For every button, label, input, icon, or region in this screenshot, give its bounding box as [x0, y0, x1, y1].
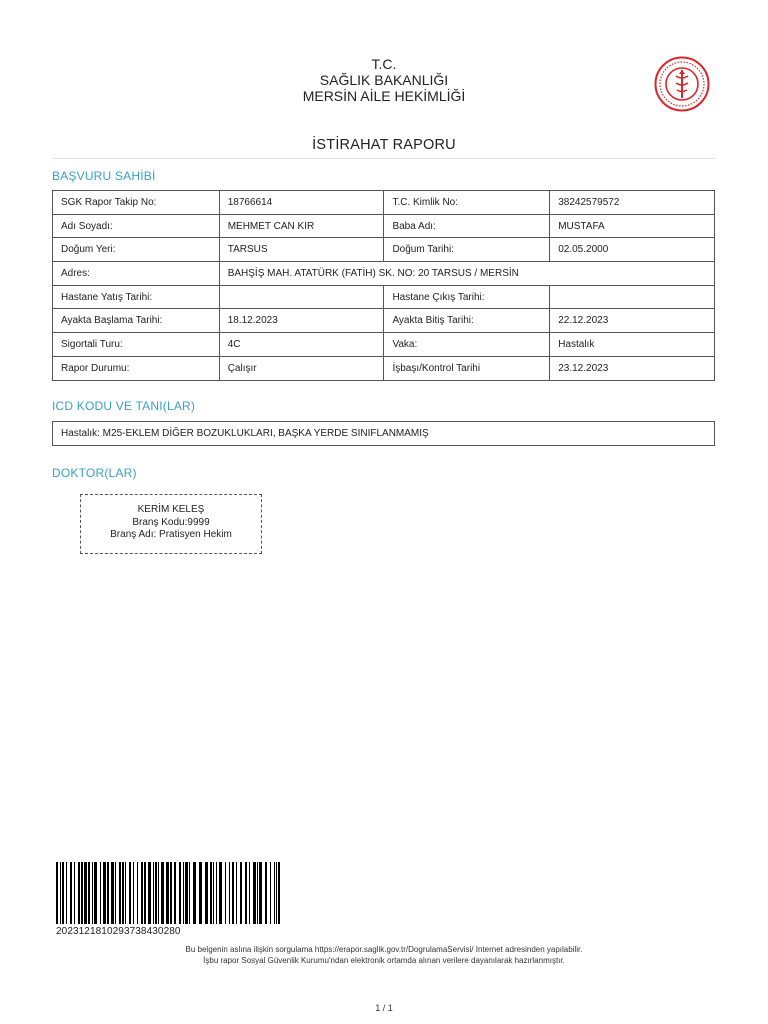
value-hospital-admission: [219, 285, 384, 309]
header-tc: T.C.: [371, 56, 397, 72]
doctor-card: [80, 494, 262, 554]
value-birth-place: TARSUS: [219, 238, 384, 262]
table-row: [53, 238, 715, 262]
diagnosis-box: Hastalık: M25-EKLEM DİĞER BOZUKLUKLARI, BAŞKA YERDE SINIFLANMAMIŞ: [52, 421, 715, 446]
label-insurance-type: Sigortali Turu:: [53, 333, 220, 357]
label-birth-place: Doğum Yeri:: [53, 238, 220, 262]
value-hospital-discharge: [550, 285, 715, 309]
barcode-number: 20231218102937384302​80: [56, 926, 181, 937]
table-row: [53, 191, 715, 215]
table-row: [53, 214, 715, 238]
doctor-branch-name: Branş Adı: Pratisyen Hekim: [110, 529, 232, 540]
page-number: 1 / 1: [375, 1003, 393, 1013]
table-row: [53, 262, 715, 286]
label-return-date: İşbaşı/Kontrol Tarihi: [384, 356, 550, 380]
document-header: [0, 56, 768, 104]
value-insurance-type: 4C: [219, 333, 384, 357]
value-case: Hastalık: [550, 333, 715, 357]
label-full-name: Adı Soyadı:: [53, 214, 220, 238]
table-row: [53, 285, 715, 309]
value-outpatient-end: 22.12.2023: [550, 309, 715, 333]
value-tc-id: 38242579572: [550, 191, 715, 215]
label-report-status: Rapor Durumu:: [53, 356, 220, 380]
header-institution: MERSİN AİLE HEKİMLİĞİ: [302, 88, 466, 104]
label-outpatient-end: Ayakta Bitiş Tarihi:: [384, 309, 550, 333]
doctor-name: KERİM KELEŞ: [137, 504, 205, 515]
label-father-name: Baba Adı:: [384, 214, 550, 238]
applicant-info-table: [52, 190, 715, 381]
verification-note-line1: Bu belgenin aslına ilişkin sorgulama https://erapor.saglik.gov.tr/DogrulamaServisi/ Internet adresinden yapılabilir.: [185, 945, 583, 954]
value-return-date: 23.12.2023: [550, 356, 715, 380]
report-title: İSTİRAHAT RAPORU: [312, 137, 456, 153]
section-title-doctors: DOKTOR(LAR): [52, 466, 137, 480]
section-title-applicant: BAŞVURU SAHİBİ: [52, 169, 156, 183]
label-address: Adres:: [53, 262, 220, 286]
value-outpatient-start: 18.12.2023: [219, 309, 384, 333]
label-birth-date: Doğum Tarihi:: [384, 238, 550, 262]
table-row: [53, 356, 715, 380]
value-father-name: MUSTAFA: [550, 214, 715, 238]
label-tc-id: T.C. Kimlik No:: [384, 191, 550, 215]
label-sgk-report-no: SGK Rapor Takip No:: [53, 191, 220, 215]
value-address: BAHŞİŞ MAH. ATATÜRK (FATİH) SK. NO: 20 TARSUS / MERSİN: [219, 262, 714, 286]
label-case: Vaka:: [384, 333, 550, 357]
table-row: [53, 333, 715, 357]
section-title-icd: ICD KODU VE TANI(LAR): [52, 399, 196, 413]
header-ministry: SAĞLIK BAKANLIĞI: [319, 72, 449, 88]
value-full-name: MEHMET CAN KIR: [219, 214, 384, 238]
label-hospital-admission: Hastane Yatış Tarihi:: [53, 285, 220, 309]
doctor-branch-code: Branş Kodu:9999: [132, 516, 210, 528]
barcode-icon: [56, 862, 280, 924]
ministry-of-health-seal-icon: [654, 56, 710, 112]
table-row: [53, 309, 715, 333]
label-outpatient-start: Ayakta Başlama Tarihi:: [53, 309, 220, 333]
value-report-status: Çalışır: [219, 356, 384, 380]
value-sgk-report-no: 18766614: [219, 191, 384, 215]
verification-note: [0, 945, 768, 966]
value-birth-date: 02.05.2000: [550, 238, 715, 262]
verification-note-line2: İşbu rapor Sosyal Güvenlik Kurumu'ndan elektronik ortamda alınan verilere dayanılarak hazırlanmıştır.: [203, 955, 565, 965]
title-divider: [52, 158, 716, 159]
label-hospital-discharge: Hastane Çıkış Tarihi:: [384, 285, 550, 309]
